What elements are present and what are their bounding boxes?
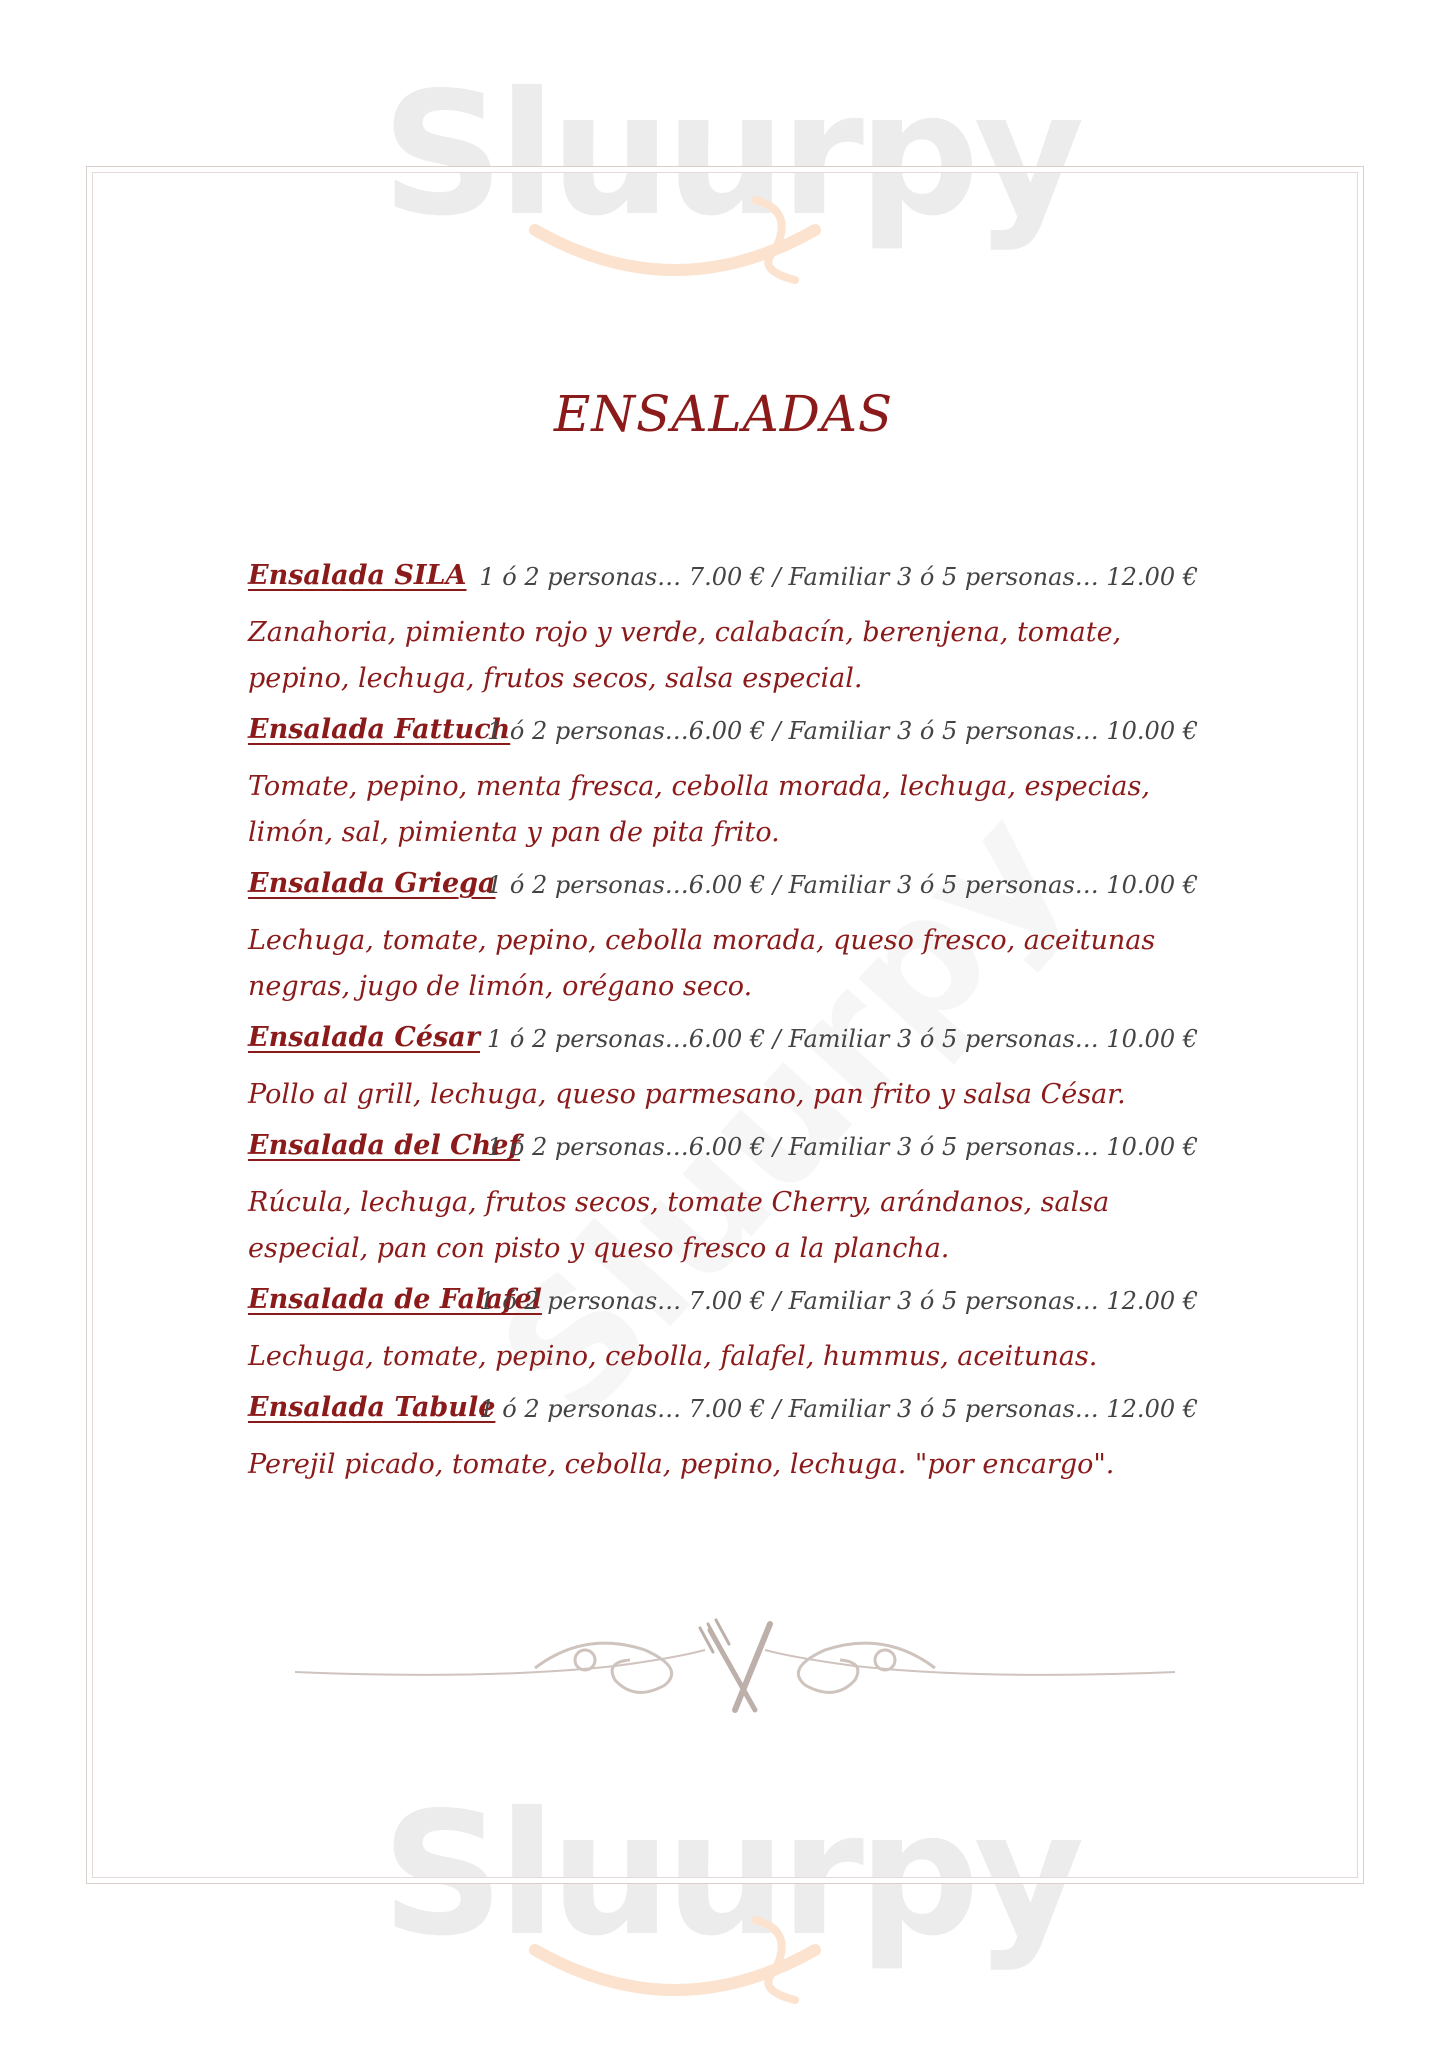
menu-item [248, 868, 1208, 1010]
menu-item-list [248, 560, 1208, 1500]
menu-item [248, 1022, 1208, 1118]
item-price: 1 ó 2 personas…6.00 € / Familiar 3 ó 5 personas… 10.00 € [487, 1025, 1198, 1053]
menu-item [248, 1392, 1208, 1488]
item-price: 1 ó 2 personas…6.00 € / Familiar 3 ó 5 personas… 10.00 € [487, 717, 1198, 745]
item-name: Ensalada SILA [248, 560, 467, 591]
item-price: 1 ó 2 personas…6.00 € / Familiar 3 ó 5 personas… 10.00 € [487, 871, 1198, 899]
item-description: Pollo al grill, lechuga, queso parmesano, pan frito y salsa César. [248, 1079, 1126, 1110]
watermark-text: Sluurpy [381, 56, 1079, 254]
item-price: 1 ó 2 personas… 7.00 € / Familiar 3 ó 5 personas… 12.00 € [479, 563, 1198, 591]
fork-knife-flourish-icon [285, 1610, 1185, 1720]
item-name: Ensalada del Chef [248, 1130, 521, 1161]
item-description: Tomate, pepino, menta fresca, cebolla morada, lechuga, especias, limón, sal, pimienta y pan de pita frito. [248, 771, 1150, 848]
menu-item [248, 1130, 1208, 1272]
menu-item [248, 1284, 1208, 1380]
item-price: 1 ó 2 personas… 7.00 € / Familiar 3 ó 5 personas… 12.00 € [479, 1287, 1198, 1315]
item-description: Lechuga, tomate, pepino, cebolla, falafel, hummus, aceitunas. [248, 1341, 1098, 1372]
item-name: Ensalada César [248, 1022, 481, 1053]
watermark-text: Sluurpy [381, 1776, 1079, 1974]
item-description: Perejil picado, tomate, cebolla, pepino, lechuga. "por encargo". [248, 1449, 1115, 1480]
item-description: Lechuga, tomate, pepino, cebolla morada, queso fresco, aceitunas negras, jugo de limón, orégano seco. [248, 925, 1156, 1002]
section-title: ENSALADAS [553, 385, 894, 443]
menu-item [248, 714, 1208, 856]
item-price: 1 ó 2 personas… 7.00 € / Familiar 3 ó 5 personas… 12.00 € [479, 1395, 1198, 1423]
item-description: Rúcula, lechuga, frutos secos, tomate Cherry, arándanos, salsa especial, pan con pisto y queso fresco a la plancha. [248, 1187, 1110, 1264]
item-name: Ensalada Griega [248, 868, 496, 899]
item-name: Ensalada Fattuch [248, 714, 511, 745]
item-price: 1 ó 2 personas…6.00 € / Familiar 3 ó 5 personas… 10.00 € [487, 1133, 1198, 1161]
watermark-swoosh-icon [515, 1910, 955, 2020]
item-name: Ensalada Tabule [248, 1392, 496, 1423]
item-description: Zanahoria, pimiento rojo y verde, calabacín, berenjena, tomate, pepino, lechuga, frutos secos, salsa especial. [248, 617, 1122, 694]
item-name: Ensalada de Falafel [248, 1284, 542, 1315]
menu-item [248, 560, 1208, 702]
